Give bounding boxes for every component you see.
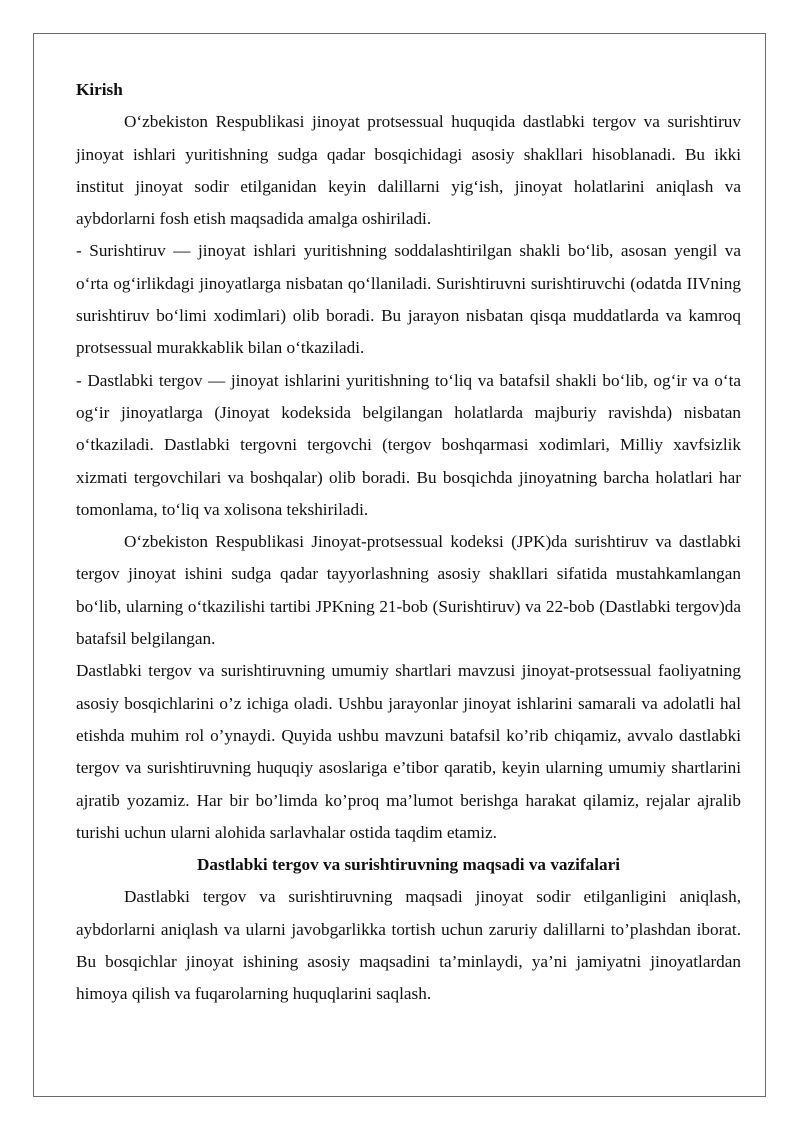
- section-heading: Dastlabki tergov va surishtiruvning maqsadi va vazifalari: [196, 855, 621, 875]
- document-title: Kirish: [76, 80, 123, 99]
- paragraph-dastlabki-tergov: - Dastlabki tergov — jinoyat ishlarini yuritishning to‘liq va batafsil shakli bo‘lib, og‘ir va o‘ta og‘ir jinoyatlarga (Jinoyat kodeksida belgilangan holatlarda majburiy ravishda) nisbatan o‘tkaziladi. Dastlabki tergovni tergovchi (tergov boshqarmasi xodimlari, Milliy xavfsizlik xizmati tergovchilari va boshqalar) olib boradi. Bu bosqichda jinoyatning barcha holatlari har tomonlama, to‘liq va xolisona tekshiriladi.: [76, 370, 741, 519]
- paragraph-umumiy-shartlar: Dastlabki tergov va surishtiruvning umumiy shartlari mavzusi jinoyat-protsessual faoliyatning asosiy bosqichlarini o’z ichiga oladi. Ushbu jarayonlar jinoyat ishlarini samarali va adolatli hal etishda muhim rol o’ynaydi. Quyida ushbu mavzuni batafsil ko’rib chiqamiz, avvalo dastlabki tergov va surishtiruvning huquqiy asoslariga e’tibor qaratib, keyin ularning umumiy shartlarini ajratib yozamiz. Har bir bo’limda ko’proq ma’lumot berishga harakat qilamiz, rejalar ajralib turishi uchun ularni alohida sarlavhalar ostida taqdim etamiz.: [76, 661, 741, 842]
- paragraph-intro: O‘zbekiston Respublikasi jinoyat protsessual huquqida dastlabki tergov va surishtiruv jinoyat ishlari yuritishning sudga qadar bosqichidagi asosiy shakllari hisoblanadi. Bu ikki institut jinoyat sodir etilganidan keyin dalillarni yig‘ish, jinoyat holatlarini aniqlash va aybdorlarni fosh etish maqsadida amalga oshiriladi.: [76, 112, 741, 229]
- paragraph-maqsad: Dastlabki tergov va surishtiruvning maqsadi jinoyat sodir etilganligini aniqlash, aybdorlarni aniqlash va ularni javobgarlikka tortish uchun zaruriy dalillarni to’plashdan iborat. Bu bosqichlar jinoyat ishining asosiy maqsadini ta’minlaydi, ya’ni jamiyatni jinoyatlardan himoya qilish va fuqarolarning huquqlarini saqlash.: [76, 887, 741, 1004]
- paragraph-surishtiruv: - Surishtiruv — jinoyat ishlari yuritishning soddalashtirilgan shakli bo‘lib, asosan yengil va o‘rta og‘irlikdagi jinoyatlarga nisbatan qo‘llaniladi. Surishtiruvni surishtiruvchi (odatda IIVning surishtiruv bo‘limi xodimlari) olib boradi. Bu jarayon nisbatan qisqa muddatlarda va kamroq protsessual murakkablik bilan o‘tkaziladi.: [76, 241, 741, 358]
- paragraph-jpk: O‘zbekiston Respublikasi Jinoyat-protsessual kodeksi (JPK)da surishtiruv va dastlabki tergov jinoyat ishini sudga qadar tayyorlashning asosiy shakllari sifatida mustahkamlangan bo‘lib, ularning o‘tkazilishi tartibi JPKning 21-bob (Surishtiruv) va 22-bob (Dastlabki tergov)da batafsil belgilangan.: [76, 532, 741, 649]
- document-body: [76, 74, 741, 1011]
